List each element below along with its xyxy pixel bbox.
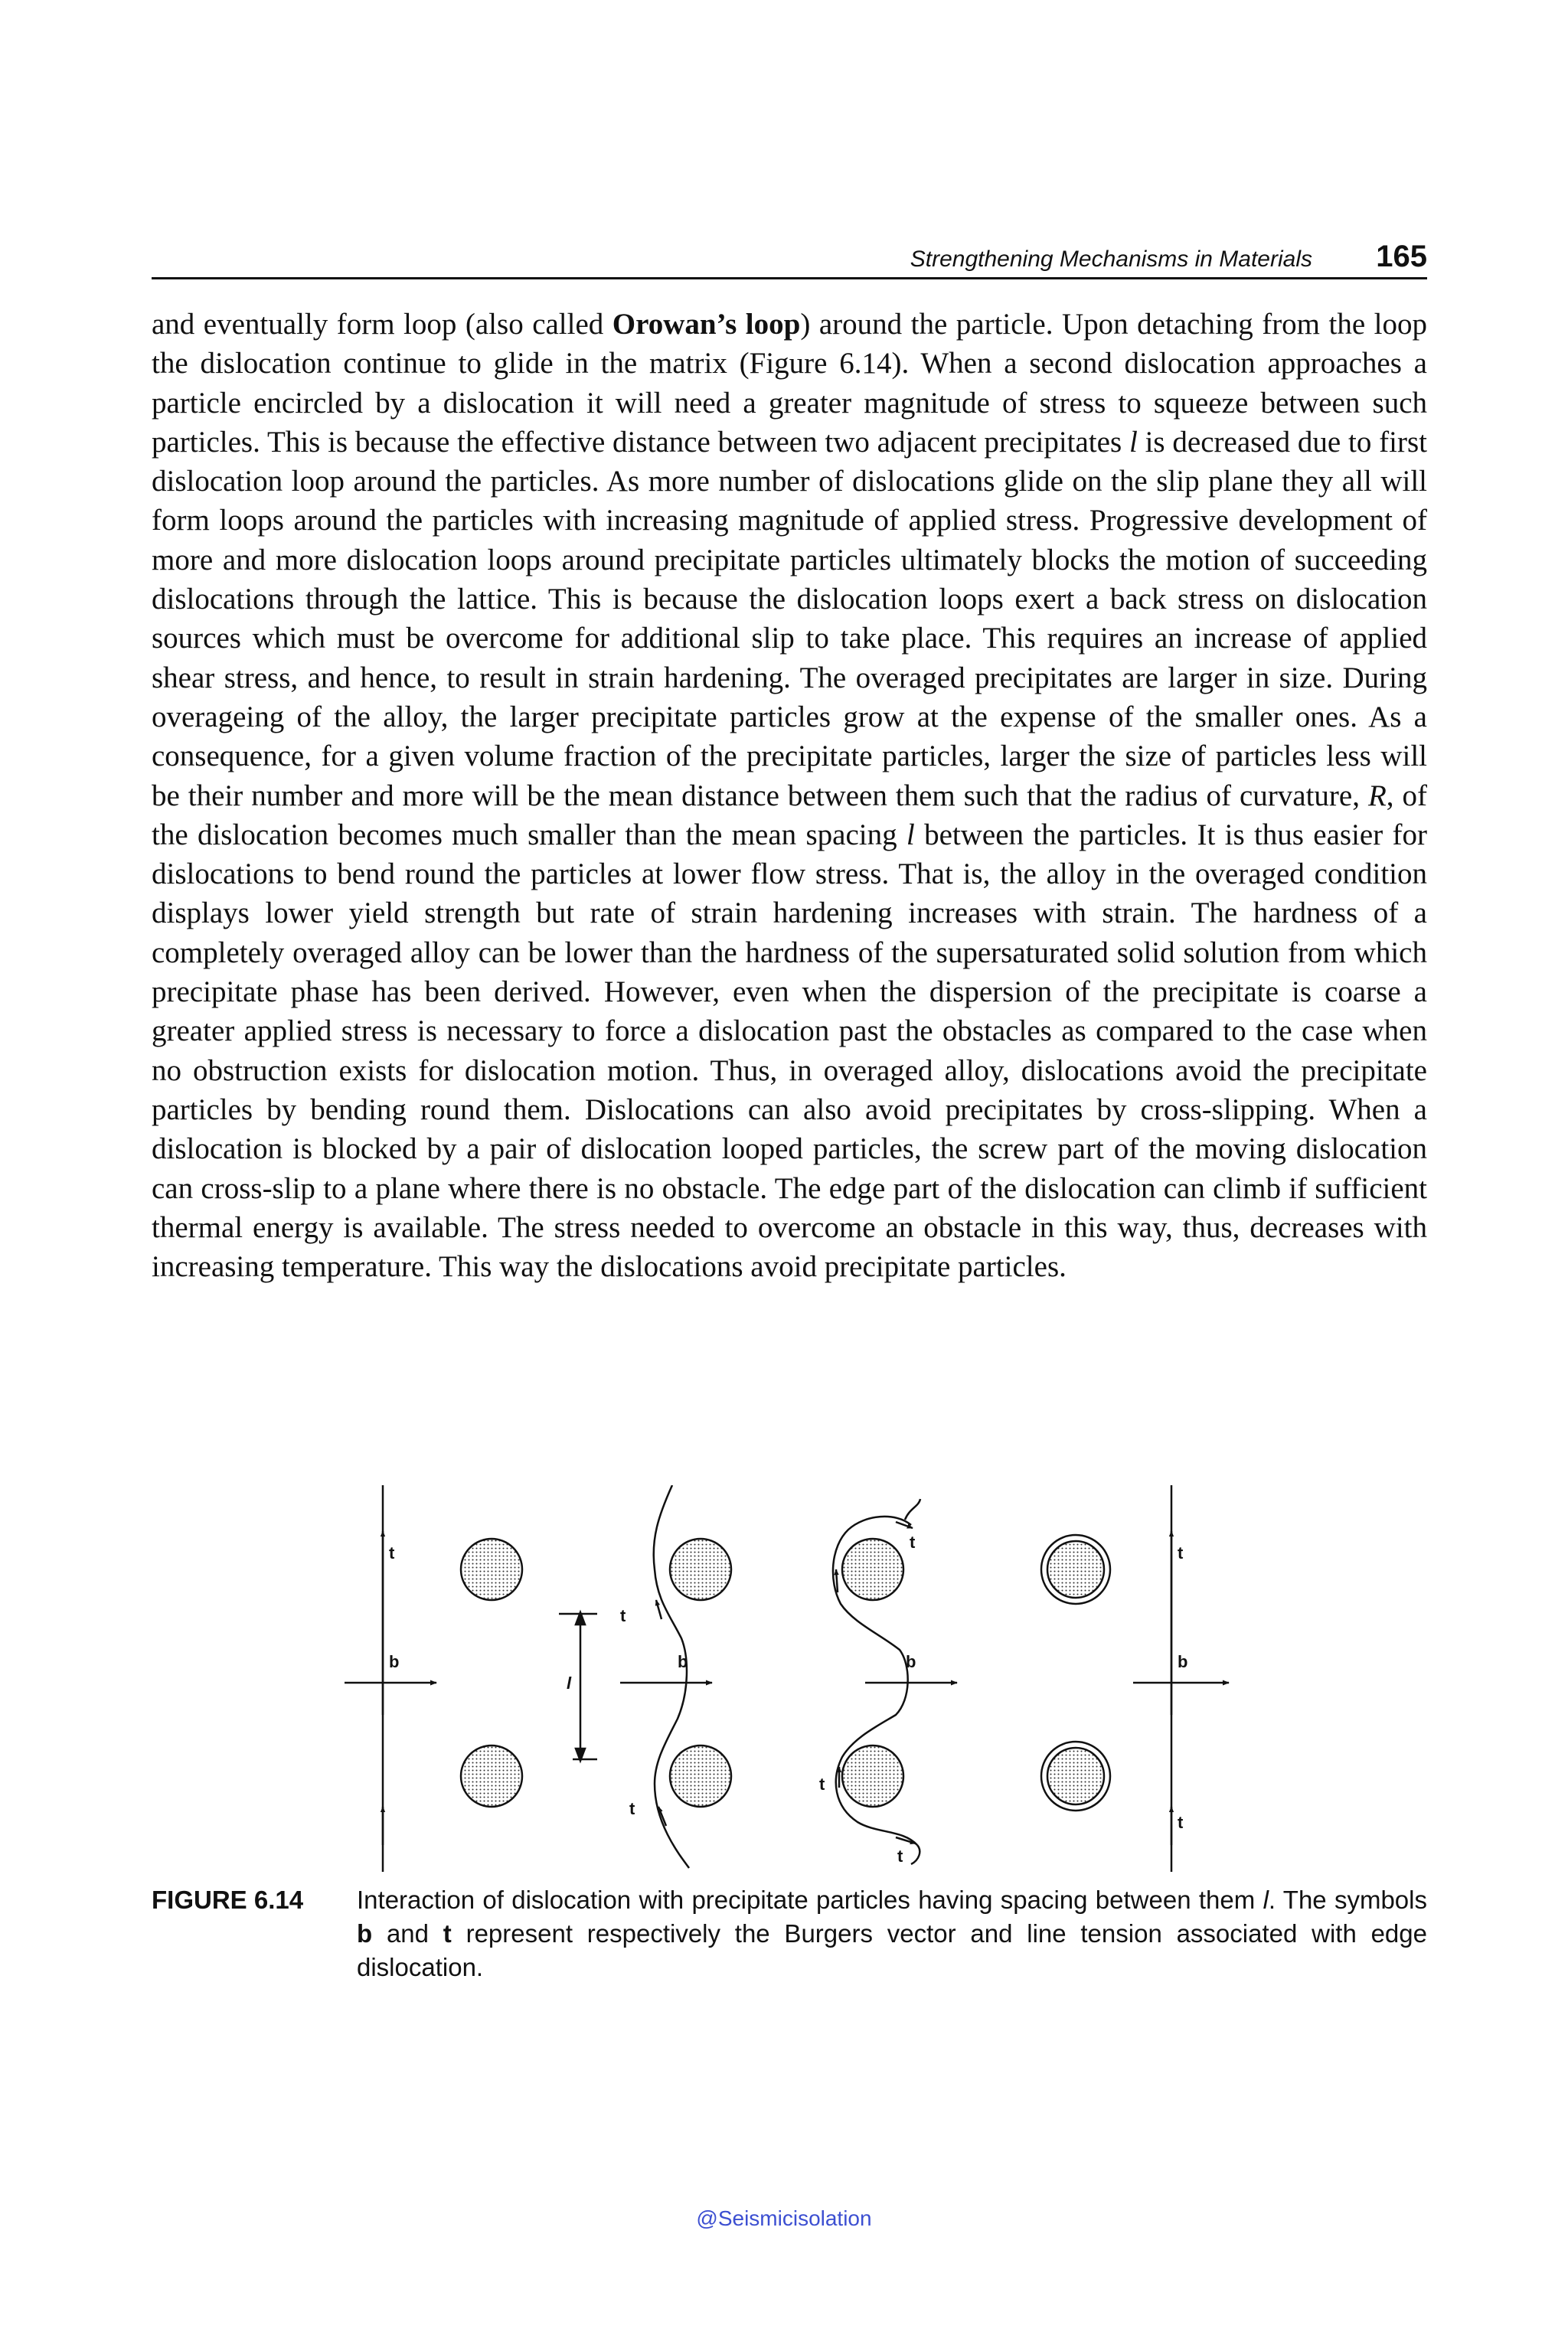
watermark: @Seismicisolation xyxy=(696,2206,872,2230)
precipitate-particle xyxy=(1047,1748,1104,1804)
label-b: b xyxy=(389,1652,400,1671)
line-tension-arrow xyxy=(656,1600,662,1619)
body-text-5: between the particles. It is thus easier for dislocations to bend round the particles at lower flow stress. That is, the alloy in the overaged condition displays lower yield strength but rate of strain hardening increases with strain. The hardness of a completely overaged alloy can be lower than the hardness of the supersaturated solid solution from which precipitate phase has been derived. However, even when the dispersion of the precipitate is coarse a greater applied stress is necessary to force a dislocation past the obstacles as compared to the case when no obstruction exists for dislocation motion. Thus, in overaged alloy, dislocations avoid the precipitate particles by bending round them. Dislocations can also avoid precipitates by cross-slipping. When a dislocation is blocked by a pair of dislocation looped particles, the screw part of the moving dislocation can cross-slip to a plane where there is no obstacle. The edge part of the dislocation can climb if sufficient thermal energy is available. The stress needed to overcome an obstacle in this way, thus, decreases with increasing temperature. This way the dislocations avoid precipitate particles. xyxy=(152,818,1427,1284)
label-t: t xyxy=(389,1543,395,1563)
panel-2 xyxy=(620,1485,731,1868)
precipitate-particle xyxy=(842,1539,903,1600)
caption-part: represent respectively the Burgers vector and line tension associated with edge dislocation. xyxy=(357,1919,1427,1981)
body-text-1: and eventually form loop (also called xyxy=(152,308,612,341)
precipitate-particle xyxy=(461,1746,522,1807)
dislocation-tail xyxy=(905,1499,920,1520)
precipitate-particle xyxy=(842,1746,903,1807)
symbol-r: R xyxy=(1367,779,1387,812)
dislocation-tail xyxy=(911,1845,920,1864)
symbol-l: l xyxy=(1129,425,1138,459)
caption-part: and xyxy=(372,1919,443,1948)
body-text-2: ) around the particle. Upon detaching from the loop the dislocation continue to glide in the matrix (Figure 6.14). When a second dislocation approaches a particle encircled by a dislocation it will need a greater magnitude of stress to squeeze between such particles. This is because the effective distance between two adjacent precipitates xyxy=(152,308,1427,459)
label-t: t xyxy=(897,1847,903,1866)
precipitate-particle xyxy=(670,1746,731,1807)
dislocation-diagram xyxy=(329,1485,1271,1883)
line-tension-arrow xyxy=(836,1569,838,1592)
label-b: b xyxy=(678,1652,688,1671)
figure-6-14 xyxy=(329,1485,1271,1883)
term-orowans-loop: Orowan’s loop xyxy=(612,308,801,341)
label-t: t xyxy=(910,1533,916,1552)
panel-1 xyxy=(345,1485,597,1872)
label-t: t xyxy=(1178,1813,1184,1832)
caption-text xyxy=(357,1883,1427,1984)
precipitate-particle xyxy=(461,1539,522,1600)
label-b: b xyxy=(906,1652,916,1671)
symbol-b: b xyxy=(357,1919,373,1948)
label-t: t xyxy=(1178,1543,1184,1563)
panel-4 xyxy=(1041,1485,1229,1872)
precipitate-particle xyxy=(1047,1541,1104,1598)
panel-3 xyxy=(833,1499,957,1864)
running-title: Strengthening Mechanisms in Materials xyxy=(910,247,1312,272)
label-t: t xyxy=(629,1799,635,1818)
label-l: l xyxy=(567,1674,572,1693)
symbol-t: t xyxy=(443,1919,452,1948)
label-t: t xyxy=(819,1775,825,1794)
caption-label: FIGURE 6.14 xyxy=(152,1886,304,1914)
page-number: 165 xyxy=(1376,240,1427,273)
caption-part: Interaction of dislocation with precipitate particles having spacing between them xyxy=(357,1886,1263,1914)
label-t: t xyxy=(620,1606,626,1625)
page-header xyxy=(152,230,1427,279)
body-text-3: is decreased due to first dislocation loop around the particles. As more number of dislocations glide on the slip plane they all will form loops around the particles with increasing magnitude of applied stress. Progressive development of more and more dislocation loops around precipitate particles ultimately blocks the motion of succeeding dislocations through the lattice. This is because the dislocation loops exert a back stress on dislocation sources which must be overcome for additional slip to take place. This requires an increase of applied shear stress, and hence, to result in strain hardening. The overaged precipitates are larger in size. During overageing of the alloy, the larger precipitate particles grow at the expense of the smaller ones. As a consequence, for a given volume fraction of the precipitate particles, larger the size of particles less will be their number and more will be the mean distance between them such that the radius of curvature, xyxy=(152,425,1427,812)
body-paragraph xyxy=(152,305,1427,1286)
symbol-l: l xyxy=(906,818,915,851)
precipitate-particle xyxy=(670,1539,731,1600)
body-text-4: , of the dislocation becomes much smaller than the mean spacing xyxy=(152,779,1427,851)
label-b: b xyxy=(1178,1652,1188,1671)
symbol-l: l xyxy=(1263,1886,1269,1914)
caption-part: . The symbols xyxy=(1268,1886,1427,1914)
